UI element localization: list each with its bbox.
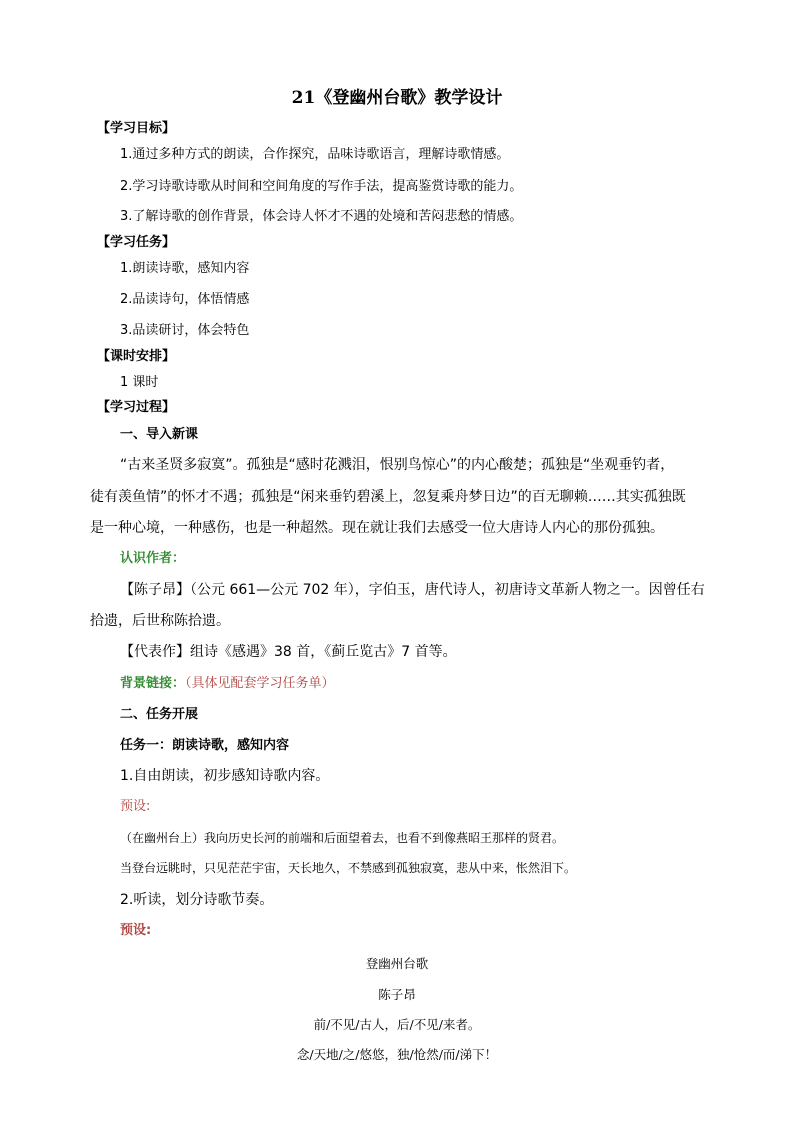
poem-line-2: 念/天地/之/悠悠，独/怆然/而/涕下！	[296, 1047, 498, 1062]
task-item-2: 2.品读诗句，体悟情感	[120, 292, 250, 307]
preset-label-2: 预设:	[120, 923, 152, 938]
intro-line-1: “古来圣贤多寂寞”。孤独是“感时花溅泪，恨别鸟惊心”的内心酸楚；孤独是“坐观垂钓者，	[120, 457, 675, 473]
poem-title: 登幽州台歌	[365, 956, 429, 971]
page-title: 21《登幽州台歌》教学设计	[291, 88, 503, 108]
intro-line-2: 徒有羡鱼情”的怀才不遇；孤独是“闲来垂钓碧溪上，忽复乘舟梦日边”的百无聊赖……其实孤独既	[90, 489, 686, 505]
tasks-heading: 【学习任务】	[97, 235, 176, 250]
objectives-heading: 【学习目标】	[97, 121, 176, 136]
preset-text-1: （在幽州台上）我向历史长河的前端和后面望着去，也看不到像燕昭王那样的贤君。	[120, 831, 565, 845]
process-heading: 【学习过程】	[97, 400, 176, 415]
author-line-2: 拾遗，后世称陈拾遗。	[90, 613, 230, 629]
schedule-value: 1 课时	[120, 375, 159, 390]
task1-title: 任务一：朗读诗歌，感知内容	[120, 738, 290, 753]
background-value: （具体见配套学习任务单）	[185, 676, 335, 691]
objective-item-2: 2.学习诗歌诗歌从时间和空间角度的写作手法，提高鉴赏诗歌的能力。	[120, 179, 523, 194]
author-label: 认识作者：	[120, 551, 186, 566]
intro-line-3: 是一种心境，一种感伤，也是一种超然。现在就让我们去感受一位大唐诗人内心的那份孤独。	[90, 520, 664, 536]
task1-step1: 1.自由朗读，初步感知诗歌内容。	[120, 768, 330, 784]
preset-text-2: 当登台远眺时，只见茫茫宇宙，天长地久，不禁感到孤独寂寞，悲从中来，怅然泪下。	[120, 861, 577, 875]
poem-author: 陈子昂	[378, 987, 416, 1002]
background-label: 背景链接：	[120, 676, 186, 691]
schedule-heading: 【课时安排】	[97, 349, 176, 364]
background-link	[120, 677, 335, 690]
task-item-1: 1.朗读诗歌，感知内容	[120, 261, 250, 276]
author-line-1: 【陈子昂】（公元 661—公元 702 年），字伯玉，唐代诗人，初唐诗文革新人物之一。因曾任右	[120, 582, 705, 598]
objective-item-3: 3.了解诗歌的创作背景，体会诗人怀才不遇的处境和苦闷悲愁的情感。	[120, 209, 523, 224]
task1-step2: 2.听读，划分诗歌节奏。	[120, 892, 274, 908]
preset-label-1: 预设:	[120, 799, 151, 814]
objective-item-1: 1.通过多种方式的朗读，合作探究，品味诗歌语言，理解诗歌情感。	[120, 147, 510, 162]
section2-title: 二、任务开展	[120, 707, 199, 722]
works-line: 【代表作】组诗《感遇》38 首，《蓟丘览古》7 首等。	[120, 644, 457, 660]
poem-line-1: 前/不见/古人，后/不见/来者。	[313, 1017, 481, 1032]
section1-title: 一、导入新课	[120, 427, 199, 442]
task-item-3: 3.品读研讨，体会特色	[120, 323, 250, 338]
